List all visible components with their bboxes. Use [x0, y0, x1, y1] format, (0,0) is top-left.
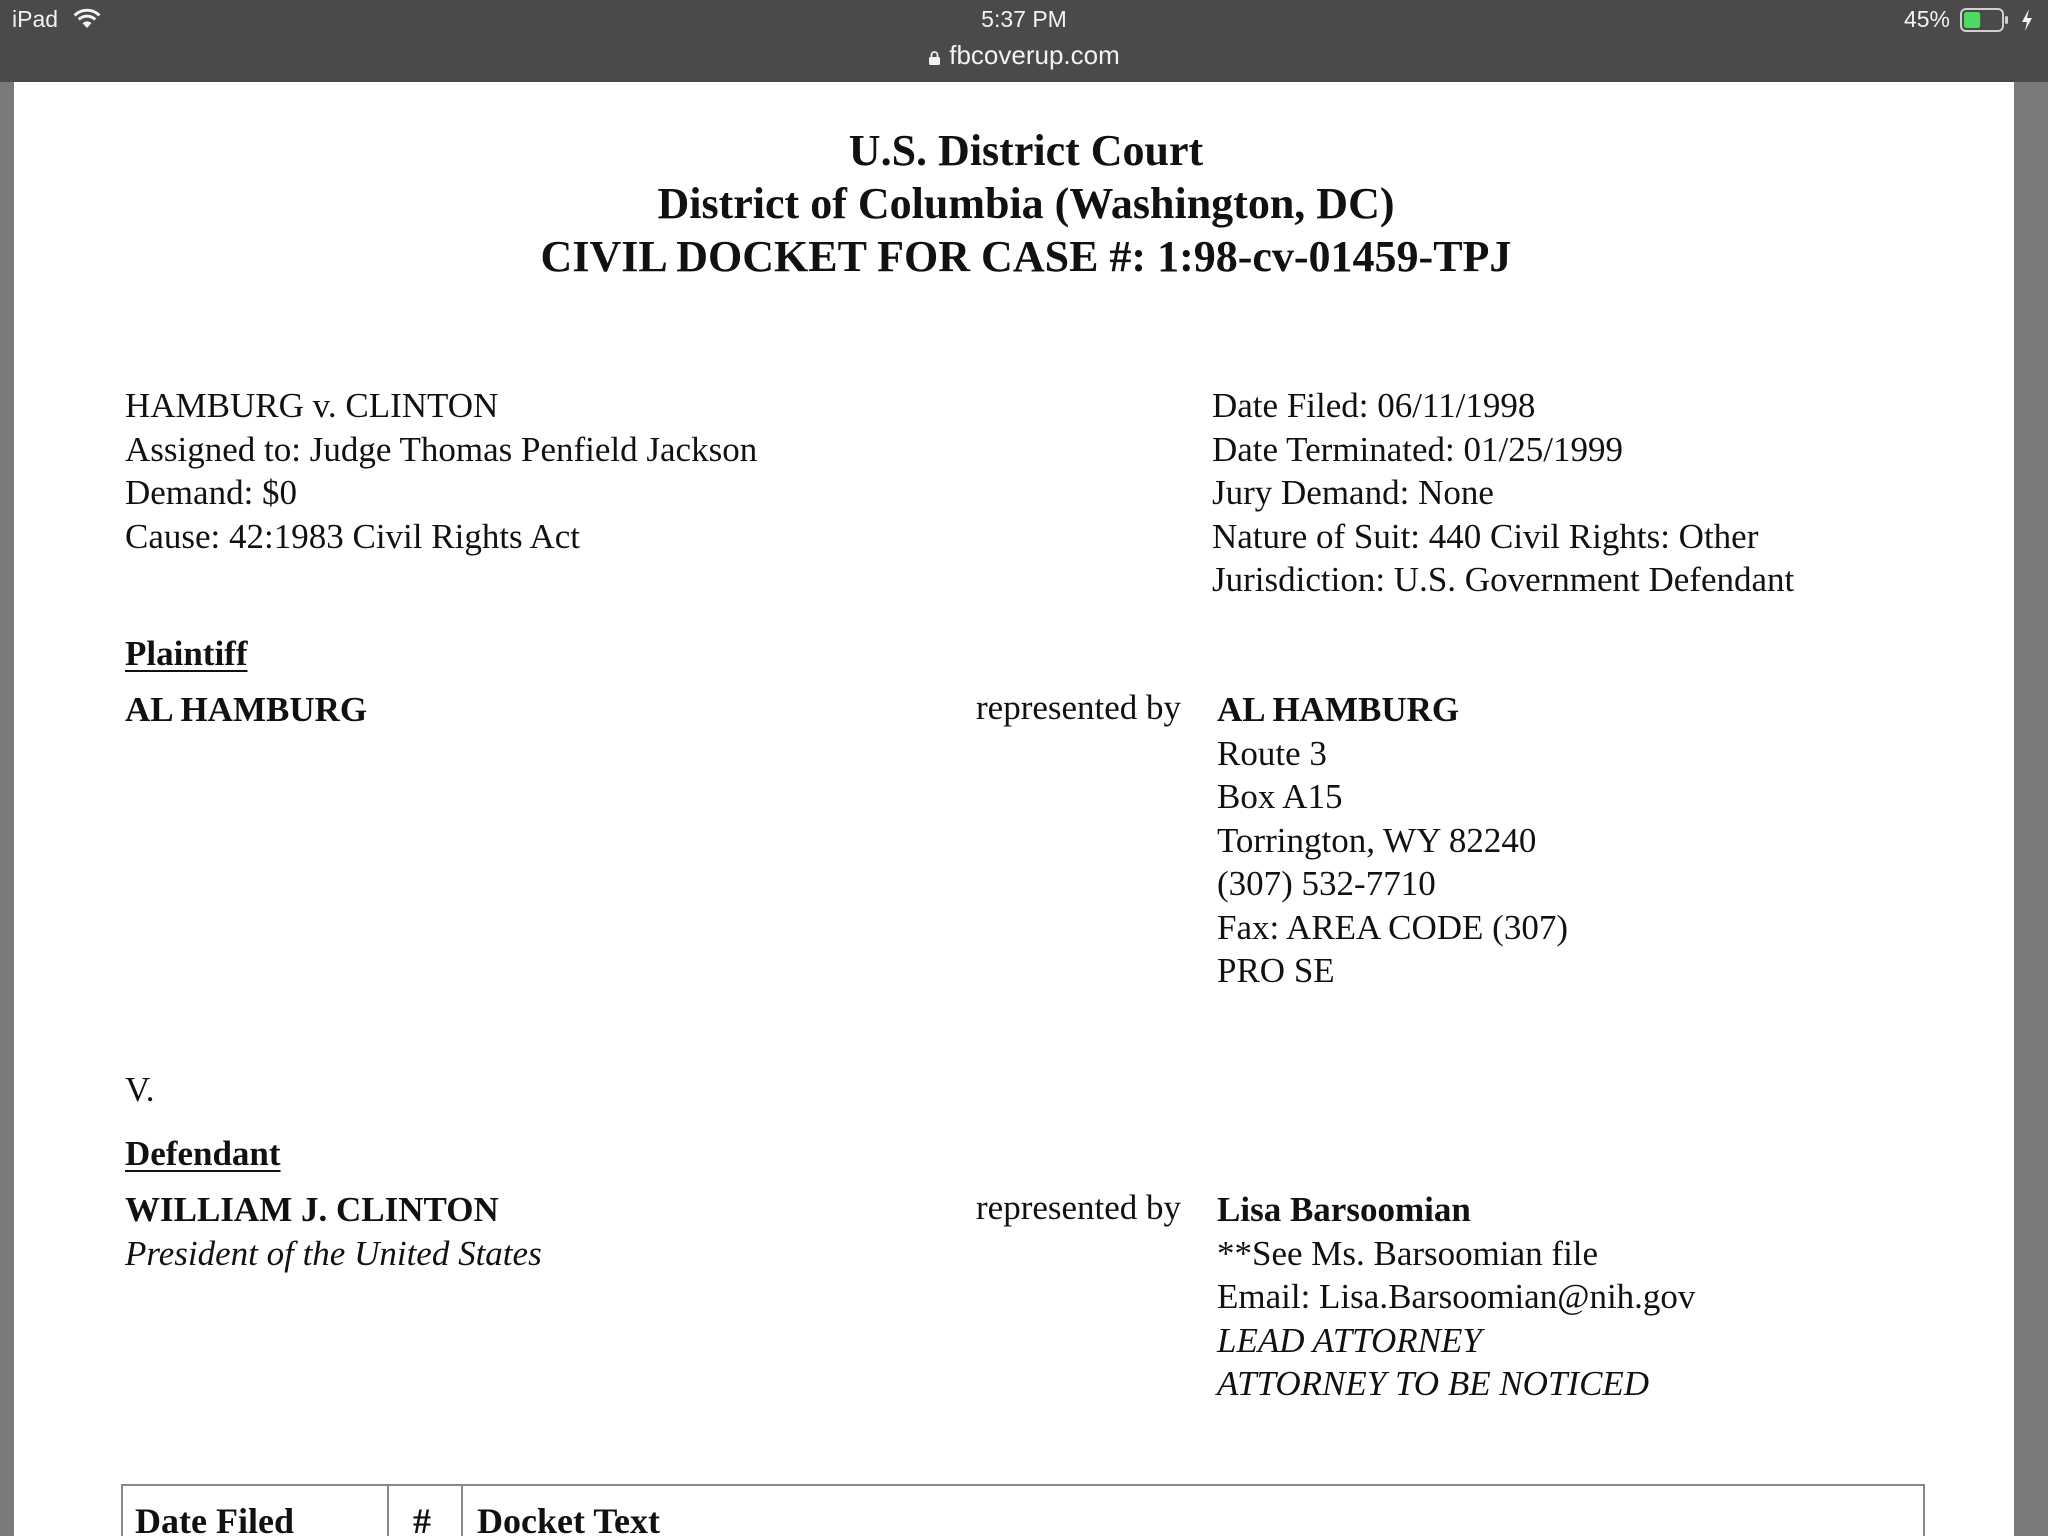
- status-bar: [0, 0, 2048, 82]
- attorney-fax: Fax: AREA CODE (307): [1217, 907, 1568, 947]
- jurisdiction: Jurisdiction: U.S. Government Defendant: [1212, 560, 1795, 599]
- attorney-designation: LEAD ATTORNEY: [1217, 1320, 1482, 1360]
- attorney-address-line: Box A15: [1217, 777, 1343, 816]
- versus-label: V.: [125, 1070, 155, 1109]
- defendant-title: President of the United States: [125, 1233, 542, 1273]
- clock: 5:37 PM: [981, 6, 1067, 32]
- demand: Demand: $0: [125, 473, 298, 512]
- attorney-designation: ATTORNEY TO BE NOTICED: [1217, 1364, 1650, 1403]
- plaintiff-heading: Plaintiff: [125, 634, 248, 673]
- docket-table: [121, 1484, 1925, 1536]
- date-terminated: Date Terminated: 01/25/1999: [1212, 429, 1623, 469]
- assigned-judge: Assigned to: Judge Thomas Penfield Jackson: [125, 429, 758, 469]
- url-text[interactable]: fbcoverup.com: [949, 40, 1120, 70]
- case-info-right: [1212, 384, 1794, 602]
- attorney-phone: (307) 532-7710: [1217, 864, 1436, 903]
- plaintiff-attorney-name: AL HAMBURG: [1217, 690, 1460, 729]
- charging-bolt-icon: [2020, 8, 2034, 32]
- attorney-status: PRO SE: [1217, 951, 1335, 990]
- jury-demand: Jury Demand: None: [1212, 473, 1494, 512]
- attorney-address-line: Route 3: [1217, 733, 1327, 773]
- lock-icon: [928, 51, 941, 65]
- address-bar[interactable]: [0, 40, 2048, 71]
- case-info-left: [125, 384, 757, 558]
- court-district: District of Columbia (Washington, DC): [657, 179, 1395, 228]
- defendant-attorney: [1217, 1188, 1695, 1406]
- defendant-heading: Defendant: [125, 1134, 281, 1173]
- battery-percent: 45%: [1903, 6, 1950, 32]
- battery-icon: [1960, 8, 2010, 32]
- column-header-docket-text: Docket Text: [477, 1501, 660, 1536]
- attorney-address-line: Torrington, WY 82240: [1217, 820, 1537, 860]
- defendant-name: WILLIAM J. CLINTON: [125, 1190, 499, 1229]
- plaintiff-party: [125, 688, 367, 732]
- attorney-email[interactable]: Email: Lisa.Barsoomian@nih.gov: [1217, 1277, 1696, 1316]
- plaintiff-represented-by: represented by: [976, 688, 1182, 727]
- defendant-represented-by: represented by: [976, 1188, 1182, 1227]
- column-divider: [387, 1486, 389, 1536]
- page-title: [14, 124, 2014, 283]
- column-divider: [461, 1486, 463, 1536]
- defendant-party: [125, 1188, 542, 1275]
- document-page: [14, 82, 2014, 1536]
- date-filed: Date Filed: 06/11/1998: [1212, 386, 1536, 425]
- nature-of-suit: Nature of Suit: 440 Civil Rights: Other: [1212, 516, 1759, 556]
- plaintiff-attorney: [1217, 688, 1568, 993]
- defendant-attorney-name: Lisa Barsoomian: [1217, 1190, 1471, 1229]
- plaintiff-name: AL HAMBURG: [125, 690, 368, 729]
- column-header-date-filed: Date Filed: [135, 1501, 294, 1536]
- case-number: CIVIL DOCKET FOR CASE #: 1:98-cv-01459-TPJ: [540, 232, 1512, 281]
- case-caption: HAMBURG v. CLINTON: [125, 386, 499, 425]
- device-label: iPad: [12, 6, 59, 32]
- column-header-number: #: [413, 1501, 431, 1536]
- attorney-note: **See Ms. Barsoomian file: [1217, 1233, 1599, 1273]
- court-name: U.S. District Court: [848, 126, 1204, 175]
- battery-fill: [1964, 12, 1980, 28]
- cause: Cause: 42:1983 Civil Rights Act: [125, 516, 581, 556]
